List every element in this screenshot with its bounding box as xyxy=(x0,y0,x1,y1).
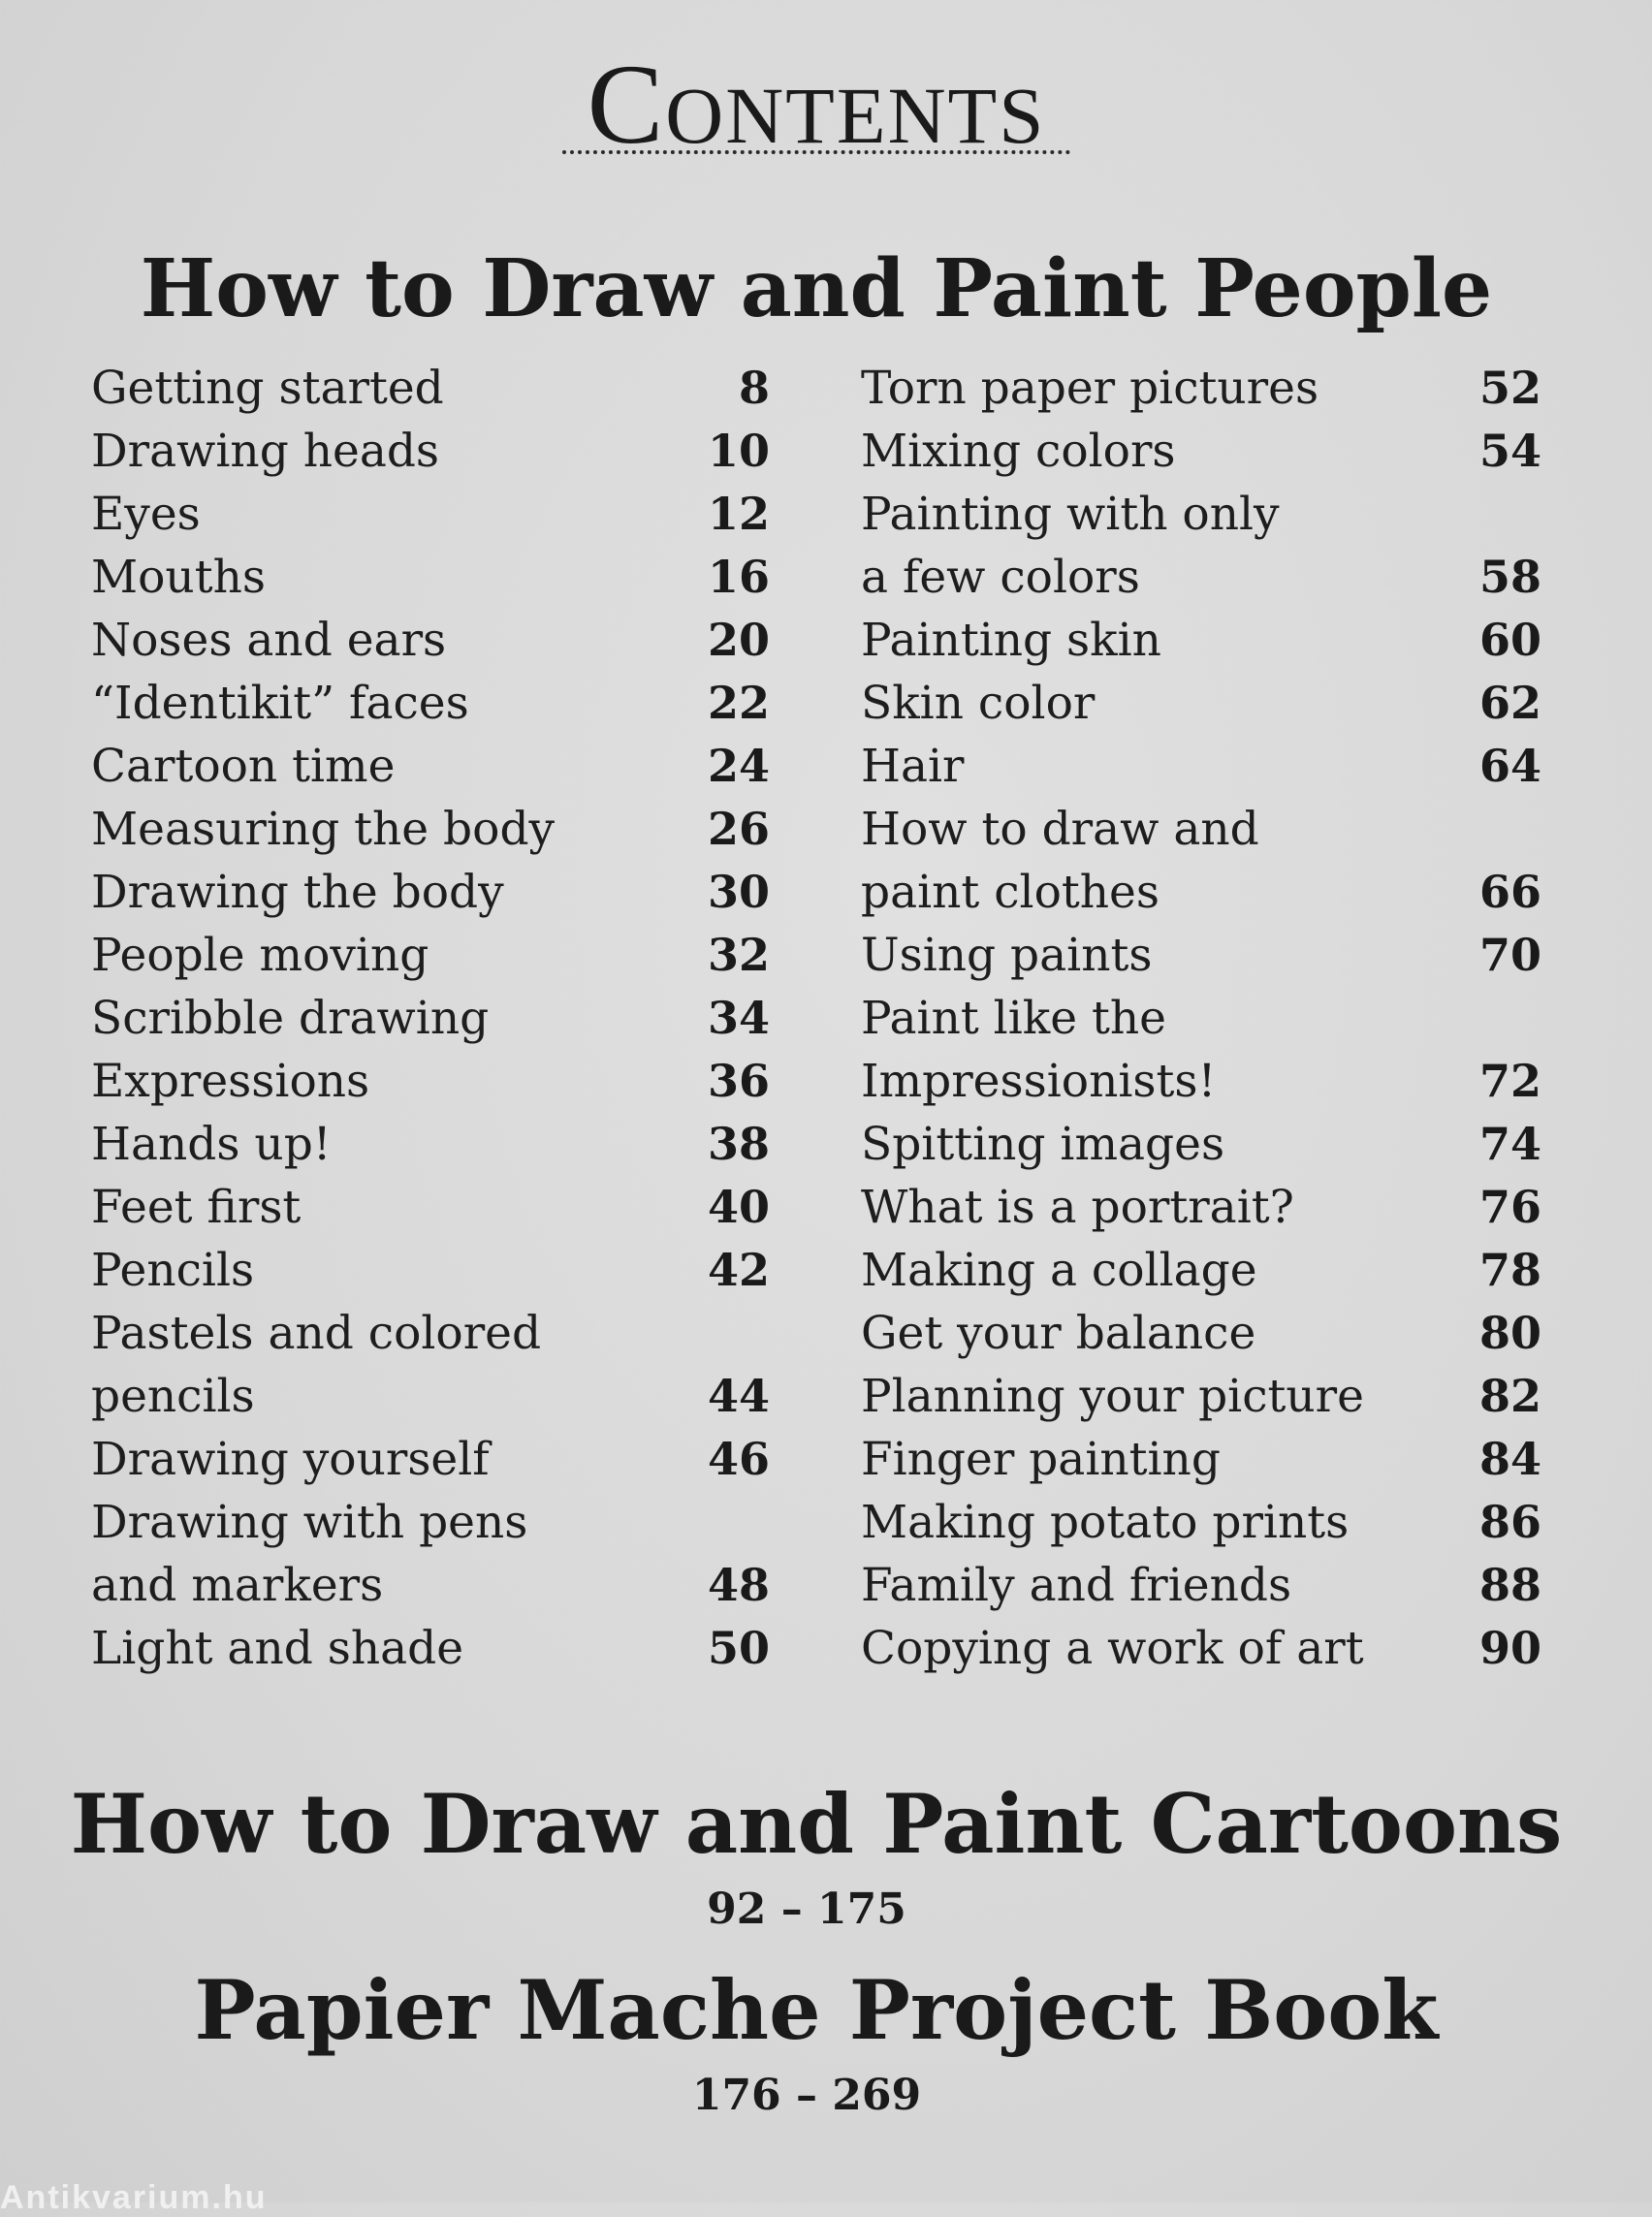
toc-entry-page-number: 40 xyxy=(707,1181,770,1233)
toc-entry-page-number: 12 xyxy=(707,488,770,540)
toc-entry xyxy=(91,1113,770,1176)
toc-entry-page-number: 30 xyxy=(707,866,770,918)
toc-entry xyxy=(91,1176,770,1239)
toc-column-left xyxy=(91,357,770,1680)
toc-entry-title: Drawing yourself xyxy=(91,1433,490,1486)
toc-entry-title: What is a portrait? xyxy=(861,1181,1294,1234)
toc-entry-page-number: 54 xyxy=(1478,425,1541,477)
toc-entry xyxy=(861,1113,1541,1176)
toc-entry xyxy=(91,1239,770,1302)
toc-entry-title: People moving xyxy=(91,929,429,982)
toc-entry-title: Painting with only a few colors xyxy=(861,488,1280,604)
toc-entry-page-number: 74 xyxy=(1478,1118,1541,1170)
toc-entry-page-number: 16 xyxy=(707,551,770,603)
toc-entry xyxy=(861,1491,1541,1554)
toc-entry xyxy=(91,672,770,735)
toc-entry-title: Finger painting xyxy=(861,1433,1221,1486)
toc-entry-title: Hair xyxy=(861,740,965,793)
toc-entry-title: Family and friends xyxy=(861,1559,1292,1612)
toc-entry xyxy=(91,546,770,609)
toc-entry-page-number: 72 xyxy=(1478,1055,1541,1107)
toc-entry-page-number: 8 xyxy=(738,362,770,414)
toc-entry xyxy=(861,987,1541,1113)
toc-entry xyxy=(861,1176,1541,1239)
toc-entry-page-number: 46 xyxy=(707,1433,770,1485)
toc-entry xyxy=(91,924,770,987)
toc-entry-page-number: 64 xyxy=(1478,740,1541,792)
toc-entry-page-number: 26 xyxy=(707,803,770,855)
toc-entry-title: Drawing with pens and markers xyxy=(91,1496,528,1612)
toc-entry-page-number: 24 xyxy=(707,740,770,792)
toc-entry xyxy=(861,735,1541,798)
toc-entry-title: Mixing colors xyxy=(861,425,1176,478)
toc-entry-page-number: 76 xyxy=(1478,1181,1541,1233)
toc-entry-title: Light and shade xyxy=(91,1622,464,1675)
toc-entry xyxy=(91,1050,770,1113)
toc-entry-title: Eyes xyxy=(91,488,201,541)
page-range-papier-mache: 176 – 269 xyxy=(691,2071,922,2120)
toc-entry xyxy=(91,1302,770,1428)
toc-entry xyxy=(91,357,770,420)
toc-entry-page-number: 38 xyxy=(707,1118,770,1170)
toc-entry-page-number: 66 xyxy=(1478,866,1541,918)
toc-entry-page-number: 86 xyxy=(1478,1496,1541,1548)
toc-entry-title: Mouths xyxy=(91,551,266,604)
toc-entry-title: How to draw and paint clothes xyxy=(861,803,1259,919)
toc-entry-page-number: 70 xyxy=(1478,929,1541,981)
toc-entry-title: Painting skin xyxy=(861,614,1161,667)
toc-entry-title: Getting started xyxy=(91,362,444,415)
toc-entry xyxy=(861,357,1541,420)
toc-entry-title: Making a collage xyxy=(861,1244,1257,1297)
toc-entry-title: Paint like the Impressionists! xyxy=(861,992,1217,1108)
toc-entry xyxy=(861,420,1541,483)
toc-entry-page-number: 44 xyxy=(707,1370,770,1422)
toc-entry-page-number: 42 xyxy=(707,1244,770,1296)
toc-entry xyxy=(91,420,770,483)
toc-entry-title: “Identikit” faces xyxy=(91,677,469,730)
toc-entry xyxy=(91,987,770,1050)
toc-entry-title: Making potato prints xyxy=(861,1496,1350,1549)
toc-entry-page-number: 84 xyxy=(1478,1433,1541,1485)
toc-entry-title: Skin color xyxy=(861,677,1096,730)
toc-entry-title: Pastels and colored pencils xyxy=(91,1307,542,1423)
toc-entry-title: Expressions xyxy=(91,1055,370,1108)
title-dotted-rule xyxy=(562,150,1070,154)
toc-entry xyxy=(861,924,1541,987)
toc-entry-title: Pencils xyxy=(91,1244,255,1297)
toc-entry xyxy=(861,1239,1541,1302)
toc-entry xyxy=(861,609,1541,672)
toc-entry-page-number: 10 xyxy=(707,425,770,477)
toc-entry xyxy=(91,1617,770,1680)
toc-entry-title: Cartoon time xyxy=(91,740,396,793)
toc-entry xyxy=(861,1617,1541,1680)
toc-entry xyxy=(861,798,1541,924)
toc-entry-title: Feet first xyxy=(91,1181,302,1234)
toc-entry xyxy=(861,483,1541,609)
toc-entry-page-number: 80 xyxy=(1478,1307,1541,1359)
toc-entry-page-number: 22 xyxy=(707,677,770,729)
toc-entry-page-number: 78 xyxy=(1478,1244,1541,1296)
toc-entry xyxy=(861,1302,1541,1365)
toc-entry-page-number: 82 xyxy=(1478,1370,1541,1422)
page-range-cartoons: 92 – 175 xyxy=(707,1884,906,1934)
toc-entry-title: Hands up! xyxy=(91,1118,332,1171)
toc-entry xyxy=(91,1428,770,1491)
toc-entry-title: Measuring the body xyxy=(91,803,556,856)
toc-entry-page-number: 60 xyxy=(1478,614,1541,666)
toc-entry-page-number: 90 xyxy=(1478,1622,1541,1674)
toc-entry-title: Noses and ears xyxy=(91,614,447,667)
toc-entry-page-number: 58 xyxy=(1478,551,1541,603)
toc-entry xyxy=(91,609,770,672)
toc-entry-page-number: 52 xyxy=(1478,362,1541,414)
toc-entry-title: Planning your picture xyxy=(861,1370,1364,1423)
section-heading-papier-mache: Papier Mache Project Book xyxy=(194,1962,1439,2058)
toc-entry-title: Drawing the body xyxy=(91,866,504,919)
toc-entry-page-number: 50 xyxy=(707,1622,770,1674)
toc-entry-page-number: 62 xyxy=(1478,677,1541,729)
toc-entry-page-number: 20 xyxy=(707,614,770,666)
toc-entry-page-number: 32 xyxy=(707,929,770,981)
toc-entry xyxy=(861,1428,1541,1491)
toc-entry-title: Using paints xyxy=(861,929,1153,982)
toc-entry xyxy=(91,1491,770,1617)
toc-entry-page-number: 36 xyxy=(707,1055,770,1107)
toc-entry-title: Drawing heads xyxy=(91,425,440,478)
toc-entry-page-number: 34 xyxy=(707,992,770,1044)
page-title: Contents xyxy=(587,41,1046,168)
toc-entry xyxy=(91,798,770,861)
toc-column-right xyxy=(861,357,1541,1680)
toc-entry-title: Get your balance xyxy=(861,1307,1256,1360)
toc-entry-page-number: 88 xyxy=(1478,1559,1541,1611)
toc-entry xyxy=(861,672,1541,735)
toc-entry-title: Copying a work of art xyxy=(861,1622,1364,1675)
toc-entry-page-number: 48 xyxy=(707,1559,770,1611)
toc-entry-title: Spitting images xyxy=(861,1118,1225,1171)
watermark: Antikvarium.hu xyxy=(0,2179,268,2216)
section-heading-people: How to Draw and Paint People xyxy=(140,242,1493,335)
section-heading-cartoons: How to Draw and Paint Cartoons xyxy=(70,1776,1563,1872)
toc-entry xyxy=(861,1554,1541,1617)
toc-entry xyxy=(91,483,770,546)
toc-entry xyxy=(91,735,770,798)
toc-entry xyxy=(91,861,770,924)
toc-entry-title: Scribble drawing xyxy=(91,992,490,1045)
toc-entry xyxy=(861,1365,1541,1428)
toc-entry-title: Torn paper pictures xyxy=(861,362,1319,415)
